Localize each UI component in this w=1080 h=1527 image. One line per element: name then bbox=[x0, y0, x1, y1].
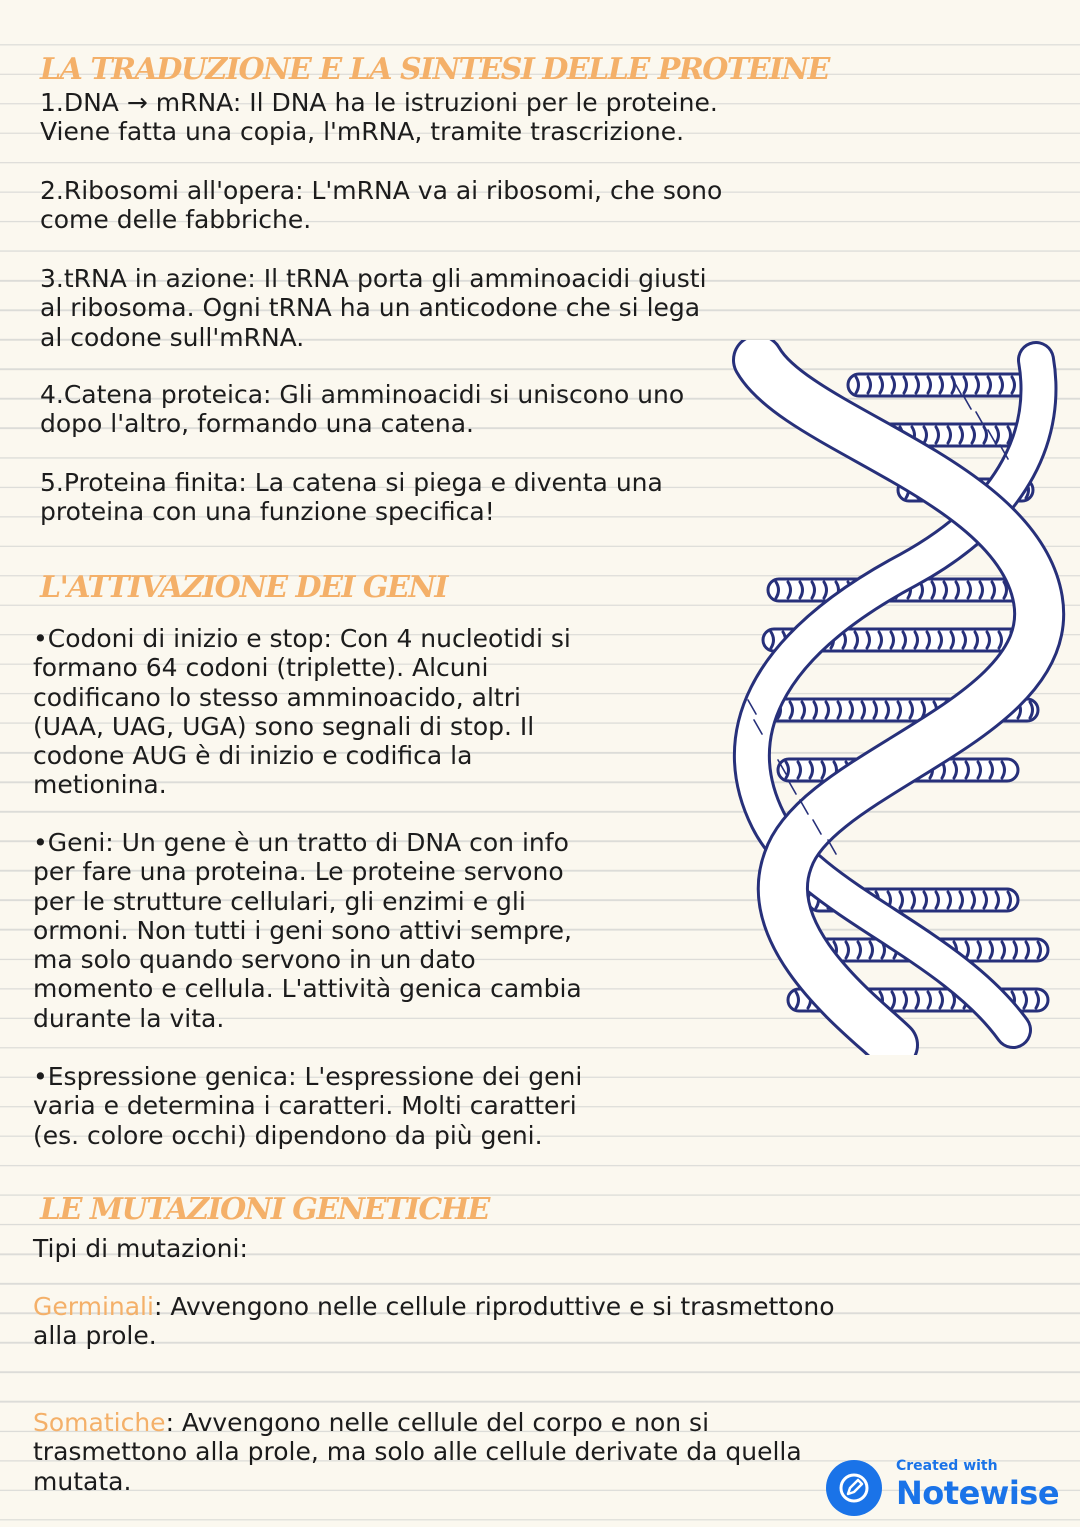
section2-item-codoni: •Codoni di inizio e stop: Con 4 nucleotidi si formano 64 codoni (triplette). Alcuni codificano lo stesso amminoacido, altri (UAA, UAG, UGA) sono segnali di stop. Il codone AUG è di inizio e codifica la metionina. bbox=[33, 624, 571, 800]
section1-item-2: 2.Ribosomi all'opera: L'mRNA va ai ribosomi, che sono come delle fabbriche. bbox=[40, 176, 723, 235]
section1-item-4: 4.Catena proteica: Gli amminoacidi si uniscono uno dopo l'altro, formando una catena. bbox=[40, 380, 685, 439]
section2-heading: L'ATTIVAZIONE DEI GENI bbox=[40, 570, 447, 605]
section3-intro: Tipi di mutazioni: bbox=[33, 1234, 248, 1263]
section2-item-geni: •Geni: Un gene è un tratto di DNA con info per fare una proteina. Le proteine servono per le strutture cellulari, gli enzimi e gli ormoni. Non tutti i geni sono attivi sempre, ma solo quando servono in un dato momento e cellula. L'attività genica cambia durante la vita. bbox=[33, 828, 582, 1033]
logo-wordmark: Notewise bbox=[896, 1474, 1060, 1512]
notewise-logo bbox=[826, 1460, 1066, 1520]
section1-item-5: 5.Proteina finita: La catena si piega e diventa una proteina con una funzione specifica! bbox=[40, 468, 663, 527]
section1-item-3: 3.tRNA in azione: Il tRNA porta gli amminoacidi giusti al ribosoma. Ogni tRNA ha un anticodone che si lega al codone sull'mRNA. bbox=[40, 264, 707, 352]
mutation-term: Somatiche bbox=[33, 1408, 166, 1437]
section1-heading: LA TRADUZIONE E LA SINTESI DELLE PROTEINE bbox=[40, 52, 829, 87]
mutation-somatiche: Somatiche: Avvengono nelle cellule del corpo e non si trasmettono alla prole, ma solo alle cellule derivate da quella mutata. bbox=[33, 1408, 802, 1496]
dna-helix-illustration bbox=[718, 340, 1068, 1055]
pencil-icon bbox=[826, 1460, 882, 1516]
hatch-line bbox=[828, 840, 836, 854]
section2-item-espressione: •Espressione genica: L'espressione dei geni varia e determina i caratteri. Molti caratteri (es. colore occhi) dipendono da più geni. bbox=[33, 1062, 583, 1150]
mutation-germinali: Germinali: Avvengono nelle cellule riproduttive e si trasmettono alla prole. bbox=[33, 1292, 835, 1351]
section1-item-1: 1.DNA → mRNA: Il DNA ha le istruzioni per le proteine. Viene fatta una copia, l'mRNA, tramite trascrizione. bbox=[40, 88, 718, 147]
mutation-term: Germinali bbox=[33, 1292, 154, 1321]
section3-heading: LE MUTAZIONI GENETICHE bbox=[40, 1192, 489, 1227]
base-pair-rung bbox=[848, 374, 1048, 396]
logo-caption: Created with bbox=[896, 1458, 998, 1474]
